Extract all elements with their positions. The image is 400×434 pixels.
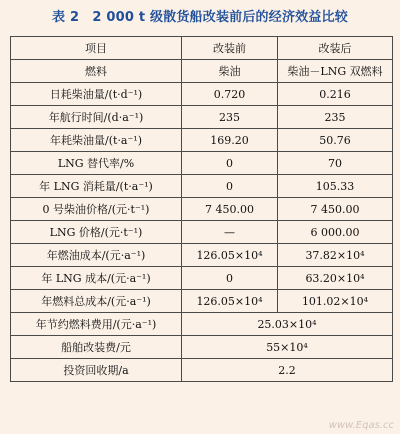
before-value: 7 450.00	[182, 198, 278, 221]
after-value: 105.33	[278, 175, 393, 198]
summary-label: 年节约燃料费用/(元·a⁻¹)	[11, 313, 182, 336]
table-row	[11, 152, 393, 175]
table-header-row	[11, 37, 393, 60]
before-value: —	[182, 221, 278, 244]
summary-value: 25.03×10⁴	[182, 313, 393, 336]
row-label: 0 号柴油价格/(元·t⁻¹)	[11, 198, 182, 221]
before-value: 0	[182, 267, 278, 290]
after-value: 70	[278, 152, 393, 175]
after-value: 50.76	[278, 129, 393, 152]
row-label: 日耗柴油量/(t·d⁻¹)	[11, 83, 182, 106]
summary-row	[11, 336, 393, 359]
after-value: 柴油－LNG 双燃料	[278, 60, 393, 83]
summary-row	[11, 313, 393, 336]
row-label: 年燃料总成本/(元·a⁻¹)	[11, 290, 182, 313]
before-value: 126.05×10⁴	[182, 244, 278, 267]
summary-value: 2.2	[182, 359, 393, 382]
row-label: LNG 价格/(元·t⁻¹)	[11, 221, 182, 244]
table-row	[11, 267, 393, 290]
row-label: LNG 替代率/%	[11, 152, 182, 175]
table-row	[11, 244, 393, 267]
before-value: 235	[182, 106, 278, 129]
table-row	[11, 106, 393, 129]
row-label: 年航行时间/(d·a⁻¹)	[11, 106, 182, 129]
after-value: 235	[278, 106, 393, 129]
row-label: 燃料	[11, 60, 182, 83]
summary-label: 投资回收期/a	[11, 359, 182, 382]
header-cell-before: 改装前	[182, 37, 278, 60]
before-value: 0.720	[182, 83, 278, 106]
after-value: 0.216	[278, 83, 393, 106]
summary-value: 55×10⁴	[182, 336, 393, 359]
table-row	[11, 175, 393, 198]
table-row	[11, 221, 393, 244]
after-value: 101.02×10⁴	[278, 290, 393, 313]
table-row	[11, 83, 393, 106]
header-cell-after: 改装后	[278, 37, 393, 60]
table-title: 表 2 2 000 t 级散货船改装前后的经济效益比较	[52, 10, 348, 25]
watermark: www.Eqas.cc	[328, 420, 394, 431]
table-row	[11, 60, 393, 83]
row-label: 年 LNG 成本/(元·a⁻¹)	[11, 267, 182, 290]
before-value: 169.20	[182, 129, 278, 152]
table-row	[11, 198, 393, 221]
header-cell-item: 项目	[11, 37, 182, 60]
after-value: 6 000.00	[278, 221, 393, 244]
summary-label: 船舶改装费/元	[11, 336, 182, 359]
before-value: 0	[182, 152, 278, 175]
comparison-table	[10, 36, 393, 382]
summary-row	[11, 359, 393, 382]
row-label: 年 LNG 消耗量/(t·a⁻¹)	[11, 175, 182, 198]
row-label: 年耗柴油量/(t·a⁻¹)	[11, 129, 182, 152]
after-value: 63.20×10⁴	[278, 267, 393, 290]
before-value: 0	[182, 175, 278, 198]
after-value: 37.82×10⁴	[278, 244, 393, 267]
table-row	[11, 290, 393, 313]
before-value: 柴油	[182, 60, 278, 83]
after-value: 7 450.00	[278, 198, 393, 221]
before-value: 126.05×10⁴	[182, 290, 278, 313]
table-row	[11, 129, 393, 152]
row-label: 年燃油成本/(元·a⁻¹)	[11, 244, 182, 267]
